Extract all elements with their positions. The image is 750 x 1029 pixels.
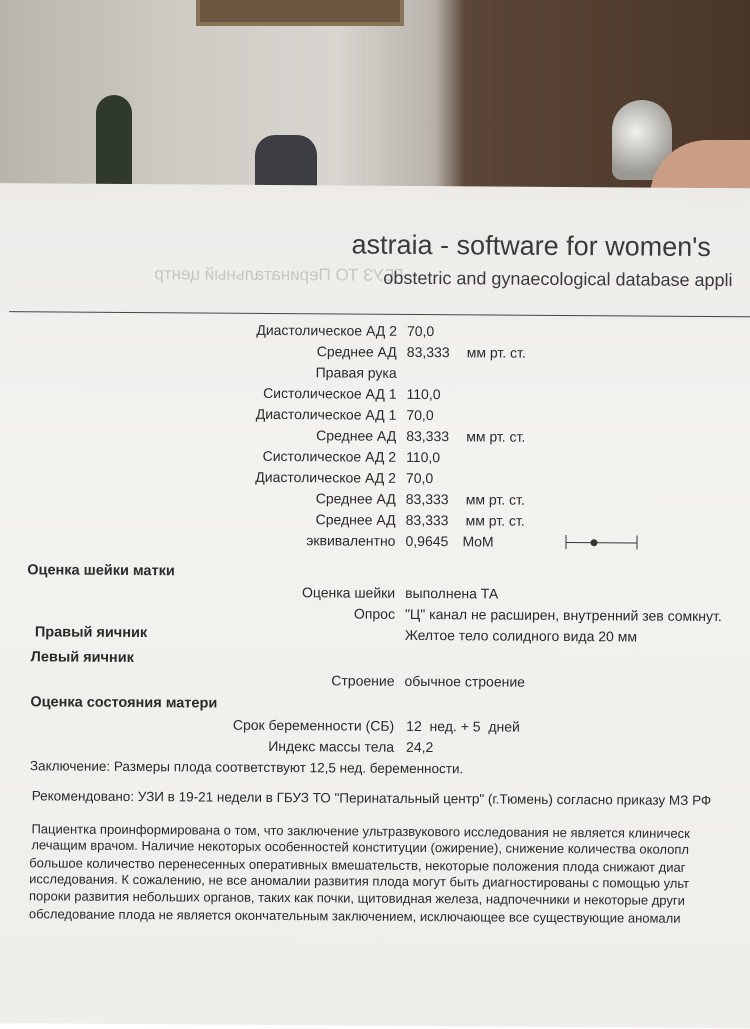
measurement-value: 110,0 [406, 385, 441, 403]
measurement-label: Среднее АД [316, 343, 397, 360]
measurement-value: 83,333 [405, 490, 449, 508]
recommendation-text: Рекомендовано: УЗИ в 19-21 недели в ГБУЗ ТО "Перинатальный центр" (г.Тюмень) согласно приказу МЗ РФ [31, 788, 712, 809]
cervix-label: Опрос [353, 605, 396, 622]
measurement-value: 83,333 [405, 511, 449, 529]
mother-label: Индекс массы тела [268, 737, 395, 755]
disclaimer-line: большое количество перенесенных оперативных вмешательств, некоторые положения плода снижают диаг [29, 855, 686, 875]
measurement-label: Среднее АД [315, 511, 396, 528]
measurement-value: 70,0 [405, 469, 434, 487]
disclaimer-line: обследование плода не является окончательным заключением, исключающее все существующие аномали [28, 906, 681, 926]
measurement-label: Диастолическое АД 2 [256, 321, 398, 339]
plant [96, 95, 132, 185]
measurement-value: 83,333 [406, 343, 450, 361]
disclaimer-line: исследования. К сожалению, не все аномалии развития плода могут быть диагностированы с помощью ульт [29, 871, 690, 891]
section-title-cervix: Оценка шейки матки [27, 562, 175, 580]
bag [255, 135, 317, 190]
mom-range-line [566, 542, 638, 544]
header-subtitle: obstetric and gynaecological database appli [383, 267, 733, 291]
conclusion-text: Заключение: Размеры плода соответствуют 12,5 нед. беременности. [29, 758, 464, 777]
measurement-label: Систолическое АД 2 [262, 447, 397, 465]
section-title-right-ovary: Правый яичник [34, 624, 148, 642]
section-title-left-ovary: Левый яичник [30, 649, 134, 667]
measurement-value: 83,333 [406, 427, 450, 445]
section-title-mother: Оценка состояния матери [30, 694, 218, 712]
measurement-value: 70,0 [406, 406, 434, 424]
mother-label: Срок беременности (СБ) [232, 716, 395, 734]
cervix-value: "Ц" канал не расширен, внутренний зев сомкнут. [404, 605, 722, 625]
measurement-label: Диастолическое АД 1 [255, 405, 397, 423]
measurement-value: 70,0 [406, 322, 435, 340]
mom-range-tick-high [636, 536, 637, 550]
left-ovary-value: обычное строение [404, 672, 526, 690]
mom-range-tick-low [565, 535, 566, 549]
measurement-unit: мм рт. ст. [465, 491, 525, 508]
measurement-value: 0,9645 [405, 532, 449, 550]
background-room [0, 0, 750, 200]
header-rule [9, 311, 750, 317]
disclaimer-line: Пациентка проинформирована о том, что заключение ультразвукового исследования не является клиническ [31, 821, 690, 841]
measurement-value: 110,0 [406, 448, 441, 466]
measurement-unit: MoM [462, 533, 494, 550]
disclaimer-line: лечащим врачом. Наличие некоторых особенностей конституции (ожирение), снижение количества околопл [31, 837, 690, 857]
cervix-label: Оценка шейки [301, 584, 396, 601]
cervix-value: выполнена ТА [405, 584, 499, 602]
measurement-label: Систолическое АД 1 [263, 384, 397, 402]
picture-frame [196, 0, 404, 26]
mother-value: 12 нед. + 5 дней [406, 717, 520, 735]
measurement-label: эквивалентно [306, 532, 396, 549]
measurement-unit: мм рт. ст. [466, 344, 526, 361]
measurement-label: Среднее АД [316, 427, 397, 444]
bleed-through-text: ГБУЗ ТО Перинатальный центр [154, 264, 404, 285]
mother-value: 24,2 [406, 738, 434, 756]
measurement-label: Среднее АД [315, 490, 396, 507]
right-ovary-value: Желтое тело солидного вида 20 мм [404, 626, 638, 645]
left-ovary-label: Строение [331, 672, 395, 689]
measurement-unit: мм рт. ст. [465, 512, 525, 529]
measurement-label: Правая рука [315, 364, 397, 381]
measurement-unit: мм рт. ст. [466, 428, 526, 445]
document-page [0, 183, 750, 1028]
measurement-label: Диастолическое АД 2 [255, 468, 397, 486]
mom-range-marker [590, 539, 597, 546]
disclaimer-line: пороки развития небольших органов, таких как почки, щитовидная железа, надпочечники и некоторые други [28, 888, 685, 908]
header-title: astraia - software for women's [351, 229, 711, 263]
